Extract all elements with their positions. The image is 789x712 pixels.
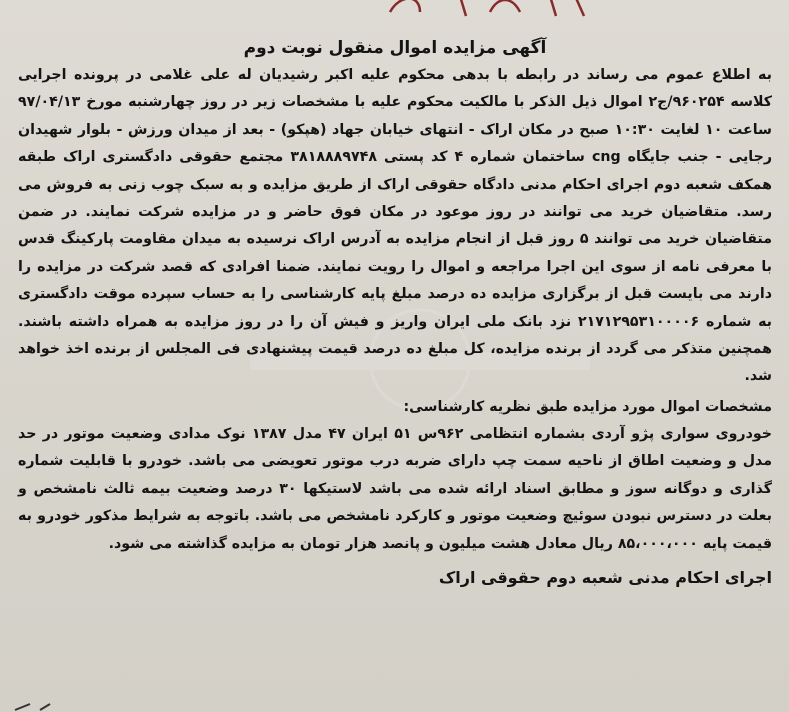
issuer-signature: اجرای احکام مدنی شعبه دوم حقوقی اراک	[438, 567, 772, 587]
specs-body: خودروی سواری پژو آردی بشماره انتظامی ۹۶۲س ۵۱ ایران ۴۷ مدل ۱۳۸۷ نوک مدادی وضعیت موتور در حد مدل و وضعیت اطاق از ناحیه سمت چپ دارای ضربه درب موتور تعویضی می باشد. خودرو با قابلیت شماره گذاری و دوگانه سوز و مطابق اسناد ارائه شده می باشد لاستیکها ۳۰ درصد وضعیت بیمه ثالث نامشخص و بعلت در دسترس نبودن سوئیچ وضعیت موتور و کارکرد نامشخص می باشد. باتوجه به شرایط مذکور خودرو به قیمت پایه ۸۵،۰۰۰،۰۰۰ ریال معادل هشت میلیون و پانصد هزار تومان به مزایده گذاشته می شود.	[18, 425, 772, 552]
notice-title: آگهی مزایده اموال منقول نوبت دوم	[243, 38, 547, 58]
handwritten-mark	[380, 0, 600, 20]
auction-notice	[18, 38, 772, 592]
specs-heading: مشخصات اموال مورد مزایده طبق نظریه کارشناسی:	[403, 398, 772, 415]
edge-mark	[10, 702, 70, 712]
notice-body: به اطلاع عموم می رساند در رابطه با بدهی محکوم علیه اکبر رشیدیان له علی غلامی در پرونده اجرایی کلاسه ۹۶۰۲۵۴/ج۲ اموال ذیل الذکر با مالکیت محکوم علیه با مشخصات زیر در روز چهارشنبه مورخ ۹۷/۰۴/۱۳ ساعت ۱۰ لغایت ۱۰:۳۰ صبح در مکان اراک - انتهای خیابان جهاد (هپکو) - بعد از میدان ورزش - بلوار شهیدان رجایی - جنب جایگاه cng ساختمان شماره ۴ کد پستی ۳۸۱۸۸۸۹۷۴۸ مجتمع حقوقی دادگستری اراک طبقه همکف شعبه دوم اجرای احکام مدنی دادگاه حقوقی اراک از طریق مزایده و به سبک چوب زنی به فروش می رسد. متقاضیان خرید می توانند در روز موعود در مکان فوق حاضر و در مزایده شرکت نمایند. در ضمن متقاضیان خرید می توانند ۵ روز قبل از انجام مزایده به آدرس اراک نرسیده به میدان مقاومت پارکینگ قدس با معرفی نامه از سوی این اجرا مراجعه و اموال را رویت نمایند. ضمنا افرادی که قصد شرکت در مزایده را دارند می بایست قبل از برگزاری مزایده ده درصد مبلغ پایه کارشناسی را به حساب سپرده موقت دادگستری به شماره ۲۱۷۱۲۹۵۳۱۰۰۰۰۶ نزد بانک ملی ایران واریز و فیش آن را در روز مزایده به همراه داشته باشند. همچنین متذکر می گردد از برنده مزایده، کل مبلغ ده درصد قیمت پیشنهادی فی المجلس از برنده اخذ خواهد شد.	[18, 67, 772, 385]
